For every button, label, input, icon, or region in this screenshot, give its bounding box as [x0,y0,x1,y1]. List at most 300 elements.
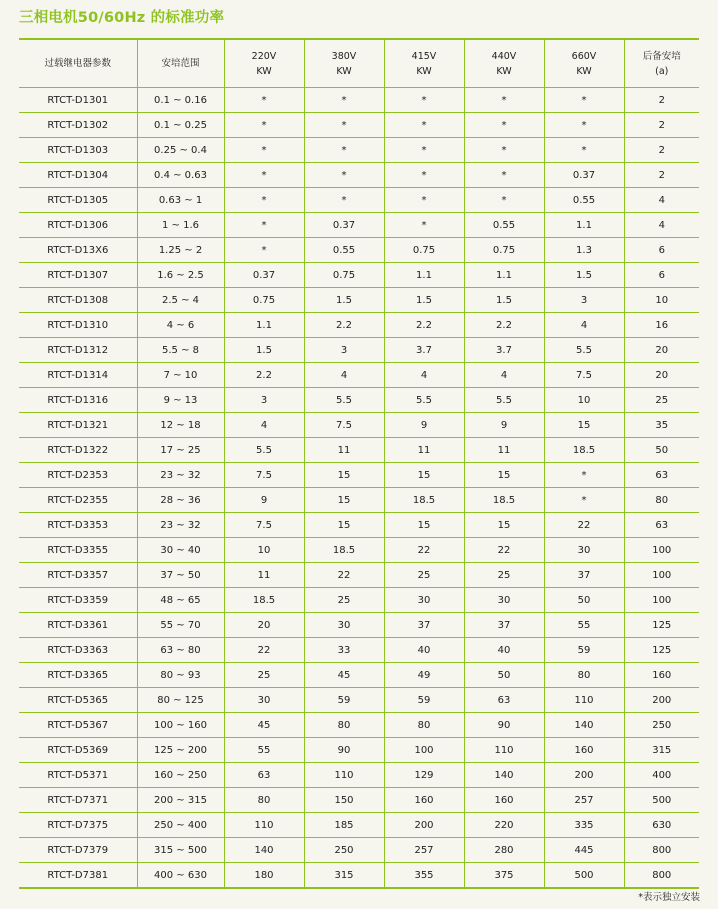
cell-model: RTCT-D5369 [19,738,137,763]
cell-kw-440v: 140 [464,763,544,788]
cell-kw-220v: * [224,138,304,163]
cell-kw-380v: 22 [304,563,384,588]
table-row [19,438,699,463]
cell-kw-220v: 20 [224,613,304,638]
cell-current-range: 30 ~ 40 [137,538,224,563]
cell-backup-fuse: 200 [624,688,699,713]
motor-power-table [19,38,699,889]
cell-kw-220v: 0.37 [224,263,304,288]
cell-model: RTCT-D7379 [19,838,137,863]
cell-current-range: 0.1 ~ 0.16 [137,88,224,113]
cell-kw-440v: 9 [464,413,544,438]
cell-backup-fuse: 63 [624,513,699,538]
cell-kw-660v: 1.5 [544,263,624,288]
cell-kw-415v: 3.7 [384,338,464,363]
cell-current-range: 100 ~ 160 [137,713,224,738]
cell-backup-fuse: 50 [624,438,699,463]
cell-model: RTCT-D1322 [19,438,137,463]
cell-kw-220v: 63 [224,763,304,788]
header-voltage: 415V [411,50,437,62]
cell-backup-fuse: 125 [624,638,699,663]
cell-current-range: 4 ~ 6 [137,313,224,338]
cell-model: RTCT-D7371 [19,788,137,813]
table-row [19,488,699,513]
cell-backup-fuse: 6 [624,263,699,288]
cell-current-range: 2.5 ~ 4 [137,288,224,313]
cell-current-range: 0.25 ~ 0.4 [137,138,224,163]
table-row [19,663,699,688]
cell-kw-660v: 445 [544,838,624,863]
cell-current-range: 400 ~ 630 [137,863,224,889]
cell-kw-660v: 59 [544,638,624,663]
cell-kw-380v: 0.55 [304,238,384,263]
cell-kw-440v: 280 [464,838,544,863]
cell-kw-220v: 30 [224,688,304,713]
cell-current-range: 0.63 ~ 1 [137,188,224,213]
cell-backup-fuse: 35 [624,413,699,438]
cell-kw-415v: * [384,138,464,163]
cell-model: RTCT-D3355 [19,538,137,563]
table-row [19,563,699,588]
cell-kw-440v: 50 [464,663,544,688]
cell-kw-415v: 9 [384,413,464,438]
cell-current-range: 12 ~ 18 [137,413,224,438]
table-row [19,588,699,613]
header-unit: KW [416,65,432,77]
cell-kw-220v: 9 [224,488,304,513]
cell-kw-380v: 30 [304,613,384,638]
cell-kw-220v: 55 [224,738,304,763]
footnote: *表示独立安装 [638,892,700,903]
cell-kw-380v: 3 [304,338,384,363]
cell-kw-660v: * [544,138,624,163]
cell-kw-660v: 500 [544,863,624,889]
cell-current-range: 250 ~ 400 [137,813,224,838]
cell-kw-220v: * [224,238,304,263]
cell-model: RTCT-D5367 [19,713,137,738]
cell-kw-440v: 220 [464,813,544,838]
header-fuse-label: 后备安培 [642,50,681,62]
cell-backup-fuse: 100 [624,588,699,613]
cell-kw-220v: 5.5 [224,438,304,463]
header-voltage: 380V [331,50,357,62]
table-row [19,213,699,238]
cell-kw-415v: 200 [384,813,464,838]
cell-kw-415v: 257 [384,838,464,863]
table-row [19,163,699,188]
cell-kw-440v: 0.75 [464,238,544,263]
cell-kw-415v: 40 [384,638,464,663]
table-row [19,288,699,313]
table-row [19,688,699,713]
table-row [19,863,699,889]
table-row [19,338,699,363]
table-row [19,388,699,413]
cell-current-range: 17 ~ 25 [137,438,224,463]
cell-kw-380v: 0.75 [304,263,384,288]
cell-kw-380v: 59 [304,688,384,713]
cell-kw-660v: 110 [544,688,624,713]
cell-kw-380v: 4 [304,363,384,388]
cell-kw-415v: 129 [384,763,464,788]
cell-kw-440v: 110 [464,738,544,763]
cell-current-range: 9 ~ 13 [137,388,224,413]
table-header-row [19,39,699,88]
cell-kw-220v: * [224,113,304,138]
cell-kw-220v: 1.5 [224,338,304,363]
cell-kw-415v: 100 [384,738,464,763]
cell-kw-415v: 2.2 [384,313,464,338]
cell-kw-415v: 59 [384,688,464,713]
table-row [19,763,699,788]
table-row [19,313,699,338]
table-row [19,813,699,838]
cell-current-range: 0.1 ~ 0.25 [137,113,224,138]
cell-kw-440v: 5.5 [464,388,544,413]
cell-kw-220v: 2.2 [224,363,304,388]
cell-kw-415v: 49 [384,663,464,688]
cell-kw-380v: * [304,88,384,113]
header-unit: KW [496,65,512,77]
cell-kw-220v: 4 [224,413,304,438]
table-row [19,113,699,138]
cell-kw-660v: 10 [544,388,624,413]
cell-kw-440v: 11 [464,438,544,463]
cell-kw-380v: 90 [304,738,384,763]
cell-backup-fuse: 10 [624,288,699,313]
cell-kw-380v: 33 [304,638,384,663]
cell-kw-440v: 2.2 [464,313,544,338]
cell-backup-fuse: 100 [624,538,699,563]
cell-kw-660v: 5.5 [544,338,624,363]
cell-kw-415v: 15 [384,463,464,488]
table-row [19,513,699,538]
cell-model: RTCT-D1321 [19,413,137,438]
cell-kw-380v: 5.5 [304,388,384,413]
cell-backup-fuse: 315 [624,738,699,763]
cell-model: RTCT-D13X6 [19,238,137,263]
cell-kw-660v: 80 [544,663,624,688]
cell-kw-220v: 25 [224,663,304,688]
cell-backup-fuse: 6 [624,238,699,263]
table-row [19,138,699,163]
cell-kw-220v: 7.5 [224,463,304,488]
cell-current-range: 1.6 ~ 2.5 [137,263,224,288]
cell-current-range: 160 ~ 250 [137,763,224,788]
header-voltage: 660V [571,50,597,62]
cell-kw-220v: * [224,188,304,213]
cell-kw-660v: 200 [544,763,624,788]
cell-model: RTCT-D5371 [19,763,137,788]
cell-kw-660v: * [544,113,624,138]
cell-model: RTCT-D1303 [19,138,137,163]
cell-kw-440v: 1.1 [464,263,544,288]
cell-kw-220v: 80 [224,788,304,813]
cell-kw-440v: * [464,138,544,163]
cell-kw-415v: 18.5 [384,488,464,513]
cell-kw-220v: 110 [224,813,304,838]
header-440v [464,39,544,88]
header-voltage: 220V [251,50,277,62]
cell-kw-220v: 7.5 [224,513,304,538]
cell-kw-415v: * [384,188,464,213]
cell-model: RTCT-D1302 [19,113,137,138]
cell-backup-fuse: 800 [624,863,699,889]
cell-backup-fuse: 4 [624,213,699,238]
table-body [19,88,699,889]
cell-kw-380v: 7.5 [304,413,384,438]
cell-backup-fuse: 16 [624,313,699,338]
cell-kw-415v: 22 [384,538,464,563]
header-range: 安培范围 [137,39,224,88]
cell-kw-440v: 15 [464,463,544,488]
cell-model: RTCT-D1301 [19,88,137,113]
cell-backup-fuse: 2 [624,138,699,163]
cell-kw-415v: 11 [384,438,464,463]
cell-current-range: 28 ~ 36 [137,488,224,513]
cell-kw-660v: 7.5 [544,363,624,388]
cell-model: RTCT-D3357 [19,563,137,588]
cell-kw-660v: 140 [544,713,624,738]
cell-backup-fuse: 500 [624,788,699,813]
cell-kw-660v: 257 [544,788,624,813]
table-row [19,638,699,663]
cell-model: RTCT-D3365 [19,663,137,688]
table-row [19,613,699,638]
header-unit: KW [576,65,592,77]
cell-kw-380v: * [304,188,384,213]
header-voltage: 440V [491,50,517,62]
cell-model: RTCT-D1305 [19,188,137,213]
cell-current-range: 63 ~ 80 [137,638,224,663]
cell-kw-415v: 25 [384,563,464,588]
header-415v [384,39,464,88]
cell-kw-660v: 3 [544,288,624,313]
cell-backup-fuse: 630 [624,813,699,838]
header-380v [304,39,384,88]
cell-kw-380v: * [304,138,384,163]
table-row [19,738,699,763]
cell-kw-440v: 3.7 [464,338,544,363]
cell-kw-220v: 45 [224,713,304,738]
cell-kw-415v: * [384,113,464,138]
cell-model: RTCT-D1306 [19,213,137,238]
cell-kw-380v: 315 [304,863,384,889]
page-title: 三相电机50/60Hz 的标准功率 [19,10,225,26]
cell-kw-220v: 18.5 [224,588,304,613]
cell-backup-fuse: 2 [624,88,699,113]
cell-kw-380v: 1.5 [304,288,384,313]
cell-kw-415v: 355 [384,863,464,889]
cell-kw-660v: * [544,88,624,113]
cell-kw-380v: 110 [304,763,384,788]
cell-current-range: 80 ~ 93 [137,663,224,688]
header-220v [224,39,304,88]
cell-model: RTCT-D3359 [19,588,137,613]
cell-kw-415v: 30 [384,588,464,613]
cell-backup-fuse: 2 [624,163,699,188]
cell-kw-380v: 15 [304,463,384,488]
cell-kw-660v: 50 [544,588,624,613]
table-row [19,463,699,488]
cell-backup-fuse: 80 [624,488,699,513]
cell-kw-415v: 80 [384,713,464,738]
cell-model: RTCT-D1308 [19,288,137,313]
cell-kw-415v: * [384,213,464,238]
cell-model: RTCT-D7381 [19,863,137,889]
cell-current-range: 55 ~ 70 [137,613,224,638]
table-row [19,838,699,863]
cell-kw-660v: 0.37 [544,163,624,188]
cell-current-range: 1 ~ 1.6 [137,213,224,238]
cell-kw-380v: 0.37 [304,213,384,238]
cell-kw-220v: 3 [224,388,304,413]
header-unit: KW [256,65,272,77]
cell-backup-fuse: 800 [624,838,699,863]
cell-kw-220v: 10 [224,538,304,563]
cell-kw-380v: * [304,113,384,138]
table-row [19,713,699,738]
cell-kw-440v: 90 [464,713,544,738]
cell-kw-440v: * [464,188,544,213]
cell-model: RTCT-D1316 [19,388,137,413]
cell-kw-415v: 0.75 [384,238,464,263]
cell-kw-660v: 37 [544,563,624,588]
cell-kw-660v: 18.5 [544,438,624,463]
cell-kw-440v: 160 [464,788,544,813]
cell-kw-415v: 4 [384,363,464,388]
cell-kw-380v: 25 [304,588,384,613]
cell-kw-660v: 160 [544,738,624,763]
cell-kw-380v: 150 [304,788,384,813]
table-row [19,413,699,438]
cell-kw-415v: * [384,163,464,188]
cell-backup-fuse: 400 [624,763,699,788]
cell-current-range: 200 ~ 315 [137,788,224,813]
cell-kw-415v: 160 [384,788,464,813]
cell-kw-440v: 0.55 [464,213,544,238]
cell-kw-440v: 18.5 [464,488,544,513]
cell-kw-660v: 1.1 [544,213,624,238]
cell-kw-380v: 250 [304,838,384,863]
cell-kw-380v: 80 [304,713,384,738]
cell-kw-415v: 1.5 [384,288,464,313]
cell-backup-fuse: 100 [624,563,699,588]
header-unit: KW [336,65,352,77]
cell-current-range: 125 ~ 200 [137,738,224,763]
cell-kw-220v: * [224,213,304,238]
cell-kw-415v: * [384,88,464,113]
cell-model: RTCT-D1304 [19,163,137,188]
cell-kw-440v: 15 [464,513,544,538]
cell-model: RTCT-D2353 [19,463,137,488]
header-backup-fuse [624,39,699,88]
cell-backup-fuse: 125 [624,613,699,638]
cell-model: RTCT-D3363 [19,638,137,663]
cell-kw-440v: 375 [464,863,544,889]
cell-kw-440v: 37 [464,613,544,638]
cell-current-range: 7 ~ 10 [137,363,224,388]
cell-kw-440v: 63 [464,688,544,713]
cell-model: RTCT-D3353 [19,513,137,538]
cell-kw-660v: 30 [544,538,624,563]
table-row [19,788,699,813]
cell-kw-220v: 22 [224,638,304,663]
cell-kw-415v: 15 [384,513,464,538]
cell-model: RTCT-D2355 [19,488,137,513]
cell-backup-fuse: 20 [624,338,699,363]
table-row [19,538,699,563]
cell-current-range: 37 ~ 50 [137,563,224,588]
cell-kw-660v: 22 [544,513,624,538]
cell-kw-440v: * [464,163,544,188]
cell-kw-660v: 15 [544,413,624,438]
cell-kw-440v: 25 [464,563,544,588]
cell-kw-440v: 1.5 [464,288,544,313]
header-660v [544,39,624,88]
cell-kw-380v: 15 [304,488,384,513]
header-model: 过载继电器参数 [19,39,137,88]
cell-kw-440v: 22 [464,538,544,563]
cell-model: RTCT-D1314 [19,363,137,388]
cell-kw-220v: 140 [224,838,304,863]
cell-backup-fuse: 160 [624,663,699,688]
cell-model: RTCT-D1310 [19,313,137,338]
cell-kw-660v: 335 [544,813,624,838]
cell-current-range: 0.4 ~ 0.63 [137,163,224,188]
cell-kw-220v: 180 [224,863,304,889]
table-row [19,263,699,288]
cell-kw-660v: 55 [544,613,624,638]
cell-current-range: 315 ~ 500 [137,838,224,863]
cell-kw-440v: 4 [464,363,544,388]
cell-model: RTCT-D1307 [19,263,137,288]
cell-kw-415v: 1.1 [384,263,464,288]
header-fuse-unit: (a) [655,65,669,77]
table-row [19,363,699,388]
cell-kw-660v: 4 [544,313,624,338]
cell-kw-660v: 0.55 [544,188,624,213]
cell-current-range: 23 ~ 32 [137,463,224,488]
table-row [19,188,699,213]
cell-current-range: 48 ~ 65 [137,588,224,613]
cell-model: RTCT-D5365 [19,688,137,713]
cell-model: RTCT-D3361 [19,613,137,638]
cell-kw-380v: 45 [304,663,384,688]
cell-kw-220v: 1.1 [224,313,304,338]
cell-kw-220v: * [224,88,304,113]
cell-kw-440v: 40 [464,638,544,663]
cell-kw-440v: * [464,113,544,138]
cell-model: RTCT-D7375 [19,813,137,838]
cell-kw-380v: 2.2 [304,313,384,338]
cell-backup-fuse: 250 [624,713,699,738]
cell-kw-380v: 18.5 [304,538,384,563]
cell-kw-660v: 1.3 [544,238,624,263]
cell-kw-415v: 5.5 [384,388,464,413]
cell-kw-660v: * [544,463,624,488]
cell-kw-380v: 11 [304,438,384,463]
cell-backup-fuse: 4 [624,188,699,213]
cell-kw-380v: * [304,163,384,188]
cell-current-range: 23 ~ 32 [137,513,224,538]
cell-model: RTCT-D1312 [19,338,137,363]
cell-kw-220v: 11 [224,563,304,588]
cell-backup-fuse: 63 [624,463,699,488]
cell-kw-440v: 30 [464,588,544,613]
table-row [19,238,699,263]
cell-kw-220v: 0.75 [224,288,304,313]
